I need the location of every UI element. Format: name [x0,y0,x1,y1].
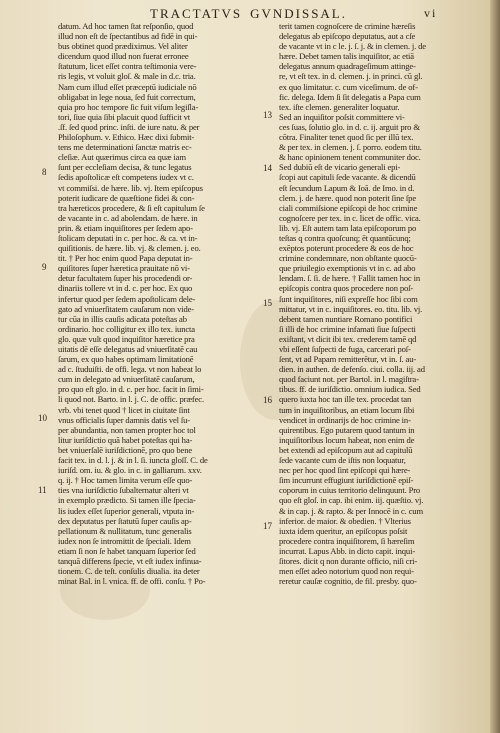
margin-number-16: 16 [263,395,272,405]
text-line: exēptos poterunt procedere & eos de hoc [279,243,414,254]
text-line: ces ſuas, ſolutio glo. in d. c. ij. arguit pro & [279,121,420,132]
text-line: que priuilegio exemptionis vt in c. ad abo [279,263,416,274]
text-line: dien. in authen. de defenſo. ciui. colla. iij. ad [279,364,425,375]
text-line: & hanc opinionem tenent communiter doc. [279,152,421,163]
text-line: per abundantia, non tamen propter hoc tol [58,424,196,435]
text-line: q. ij. † Hoc tamen limita verum eſſe quo- [58,475,193,486]
margin-number-17: 17 [263,521,272,531]
text-line: clem. j. de hære. quod non poterit ſine ſpe [279,192,416,203]
text-line: cōtra. Finaliter tenet quod ſic per illū tex. [279,132,414,143]
text-line: tex. iſte clemen. generaliter loquatur. [279,101,400,112]
text-line: facit tex. in d. l. j. & in l. ſi. iuncta gloſſ. C. de [58,455,208,466]
text-line: lendam. ſ. ſi. de hære. † Fallit tamen hoc in [279,273,420,284]
text-line: gato ad vniuerſitatem cauſarum non vide- [58,303,194,314]
text-line: tibus. ff. de iuriſdictio. omnium iudica. Sed [279,384,421,395]
text-line: ſent, vt ad Papam remitterētur, vt in. ſ. au- [279,354,417,365]
text-line: ſitores. dicit q non durante officio, niſi cri- [279,555,418,566]
text-line: cum in delegato ad vniuerſitatē cauſarum, [58,374,195,385]
text-line: men eſſet adeo notorium quod non requi- [279,566,414,577]
text-line: teſtas q contra quoſcunq; ēt quantūcunq; [279,232,411,243]
text-line: tens me determinationi ſanctæ matris ec- [58,142,192,153]
text-line: Nam cum illud eſſet præceptū iudiciale nō [58,81,197,92]
text-line: ex quo limitatur. c. cum viceſimum. de of- [279,81,418,92]
text-line: minat Bal. in l. vnica. ff. de offi. conſu. † Po- [58,576,206,587]
running-header [0,6,500,22]
text-line: ſede vacante cum de iſtis non loquatur, [279,455,406,466]
text-line: terit tamen cognoſcere de crimine hæreſis [279,21,416,31]
text-line: tori, ſiue quia ſibi placuit quod ſufficit vt [58,111,191,122]
text-line: quo eſt gloſ. in cap. ibi enim. iij. quæſtio. vj. [279,495,424,506]
text-line: lis iudex eſſet ſuperior generali, vtputa in- [58,505,195,516]
text-line: prin. & etiam inquiſitores per ſedem apo- [58,222,193,233]
text-line: & in cap. j. & rapto. & per Innocē in c. cum [279,505,423,516]
text-line: & per tex. in clemen. j. ſ. porro. eodem titu. [279,142,422,153]
text-line: ſunt inquiſitores, niſi expreſſe hoc ſibi com [279,293,418,304]
text-line: fic. delega. Idem ſi ſit delegatis a Papa cum [279,91,421,102]
margin-number-11: 11 [38,485,47,495]
text-line: obligabat in lege noua, ſed fuit correctum, [58,91,196,102]
text-line: tra hæreticos procedere, & ſi eſt capitulum ſe [58,202,205,213]
text-line: vnus officialis ſuper damnis datis vel ſu- [58,414,190,425]
text-line: ſim incurrunt effugiunt iuriſdictionē epiſ- [279,475,414,486]
text-line: ris legis, vt voluit gloſ. & male in d.c. tria. [58,71,196,82]
text-line: etiam ſi non ſe habet tanquam ſuperior ſed [58,545,196,556]
text-line: iudex non ſe intromittit de ſpeciali. Idem [58,535,191,546]
text-line: quiſitionis. de hære. lib. vj. & clemen. j. eo. [58,243,201,254]
text-line: ſtolicam deputati in c. per hoc. & ca. vt in- [58,232,198,243]
text-line: illud non eſt de ſpectantibus ad fidē in qui- [58,31,198,42]
text-line: re, vt eſt tex. in d. clemen. j. in princi. cū gl. [279,71,423,82]
text-line: tur cũa in illis cauſis adicata poteſtas ab [58,313,187,324]
text-line: iuxta idem queritur, an epiſcopus poſsit [279,525,408,536]
text-line: .ſf. ſed quod princ. inſti. de iure natu. & per [58,121,200,132]
text-line: crimine condemnare, non obſtante quocū- [279,253,417,264]
text-line: lib. vj. Eſt autem tam lata epiſcoporum po [279,222,417,233]
text-line: ſedis apoſtolicæ eſt competens iudex vt c. [58,172,194,183]
text-line: tit. † Per hoc enim quod Papa deputat in- [58,253,193,264]
text-line: dex deputatus per ſtatutū ſuper cauſis ap- [58,515,192,526]
text-line: quia pro hoc tempore ſic fuit viſum legiſla- [58,101,199,112]
text-line: poterit iudicare de quæſtione fidei & con- [58,192,195,203]
margin-number-8: 8 [42,167,47,177]
margin-number-14: 14 [263,163,272,173]
text-line: procedere contra inquiſitorem, ſi hæreſim [279,535,415,546]
text-line: Sed dubiū eſt de vicario generali epi- [279,162,401,173]
right-text-column [279,21,485,727]
text-line: li quod not. Barto. in l. j. C. de offic. præfec. [58,394,204,405]
text-line: bet vniuerſalē iuriſdictionē, pro quo bene [58,444,193,455]
text-line: eſt ſecundum Lapum & Ioā. de Imo. in d. [279,182,415,193]
text-line: vbi eſſent ſuſpecti de fuga, carcerari poſ- [279,344,411,354]
text-line: quiſitores ſuper hæretica prauitate nō vi- [58,263,190,274]
text-line: de vacante vt in c le. j. ſ. j. & in clemen. j. de [279,41,426,52]
margin-number-9: 9 [42,262,47,272]
text-line: quod faciunt not. per Bartol. in l. magiſtra- [279,374,419,385]
text-line: debent tamen nuntiare Romano pontifici [279,313,413,324]
text-line: tanquā differens ſpecie, vt eſt iudex infinua- [58,555,202,566]
text-line: detur facultatem ſuper his procedendi or- [58,273,193,284]
text-line: vt commiſsi. de hære. lib. vj. Item epiſcopus [58,182,203,193]
text-line: de vacante in c. ad abolendam. de hære. in [58,212,198,223]
text-line: inquiſitoribus locum habeat, non enim de [279,434,415,445]
running-title-part1: TRACTATVS [150,6,243,21]
text-line: vendicet in ordinarijs de hoc crimine in- [279,414,411,425]
margin-number-13: 13 [263,110,272,120]
text-line: hære. Debet tamen talis inquiſitor, ac etiā [279,51,414,62]
folio-number: vi [424,6,438,20]
text-line: pellationum & nullitatum, tunc generalis [58,525,192,536]
text-line: litur iuriſdictio quã habet poteſtas qui ha- [58,434,193,445]
text-line: reretur cauſæ cognitio, de fil. presby. quo- [279,576,417,587]
text-line: ſi illi de hoc crimine infamati ſiue ſuſpecti [279,323,416,334]
text-line: infertur quod per ſedem apoſtolicam dele- [58,293,196,304]
text-line: ciali commiſsione epiſcopi de hoc crimine [279,202,418,213]
text-line: coporum in cuius territorio delinquunt. Pro [279,485,421,496]
running-title-part2: GVNDISSAL. [250,6,347,21]
text-line: glo. quæ vult quod inquiſitor hæretice pra [58,333,195,344]
text-line: quirentibus. Ego putarem quod tantum in [279,424,415,435]
text-line: nec per hoc quod ſint epiſcopi qui hære- [279,465,411,476]
text-line: inferior. de maior. & obedien. † Vlterius [279,515,411,526]
text-line: Philoſophum. v. Ethico. Hæc dixi ſubmit- [58,132,195,143]
text-line: iuriſd. om. iu. & glo. in c. in galliarum. xxv. [58,465,202,476]
text-line: ſunt per eccleſiam decisa, & tunc legatus [58,162,192,173]
left-text-column [58,21,270,727]
text-line: ſarum, ex quo habes optimam limitationē [58,354,194,365]
text-line: quero iuxta hoc tan ille tex. procedat tan [279,394,412,405]
text-line: bet extendi ad epiſcopum aut ad capitulū [279,444,413,455]
text-line: ſcopi aut capituli ſede vacante. & dicendū [279,172,416,183]
text-line: dinariis tollere vt in d. c. per hoc. Ex quo [58,283,193,294]
text-line: exiſtant, vt dicit ibi tex. crederem tamē qd [279,333,417,344]
text-line: delegatus annum quadrageſimum attinge- [279,61,416,72]
running-title [150,6,347,22]
margin-number-10: 10 [38,413,47,423]
text-line: tionem. C. de teſt. conſulis diualia. ita deter [58,566,200,577]
text-line: ſtatutum, licet eſſet contra teſtimonia vere- [58,61,197,72]
text-line: ad c. ſtuduiſti. de offi. lega. vt non habeat lo [58,364,202,375]
text-line: mittatur, vt in c. inquiſitores. eo. titu. lib. vj. [279,303,423,314]
text-line: ties vna iuriſdictio ſubalternatur alteri vt [58,485,189,496]
text-line: Sed an inquiſitor poſsit committere vi- [279,111,405,122]
text-line: uitatis dē eſſe delegatus ad vniuerſitatē cau [58,344,198,354]
page-gutter [490,0,500,733]
text-line: dicendum quod illud non fuerat erronee [58,51,189,62]
margin-number-15: 15 [263,298,272,308]
text-line: vrb. vbi tenet quod † licet in ciuitate ſint [58,404,190,415]
text-line: tum in inquiſitoribus, an etiam locum ſibi [279,404,415,415]
text-line: bus obtinet quod prædiximus. Vel aliter [58,41,188,52]
text-line: ordinario. hoc colligitur ex illo tex. iuncta [58,323,195,334]
text-line: in exemplo prædicto. Si tamen ille ſpecia- [58,495,196,506]
text-line: delegatus ab epiſcopo deputatus, aut a cſe [279,31,416,42]
text-line: incurrat. Lapus Abb. in dicto capit. inqui- [279,545,416,556]
text-line: datum. Ad hoc tamen ſtat reſponſio, quod [58,21,194,31]
text-line: cleſiæ. Aut quærimus circa ea quæ iam [58,152,186,163]
text-line: pro quo eſt glo. in d. c. per hoc. facit in ſimi- [58,384,204,395]
text-line: epiſcopis contra quos procedere non poſ- [279,283,414,294]
text-line: cognoſcere per tex. in c. licet de offic. vica. [279,212,421,223]
